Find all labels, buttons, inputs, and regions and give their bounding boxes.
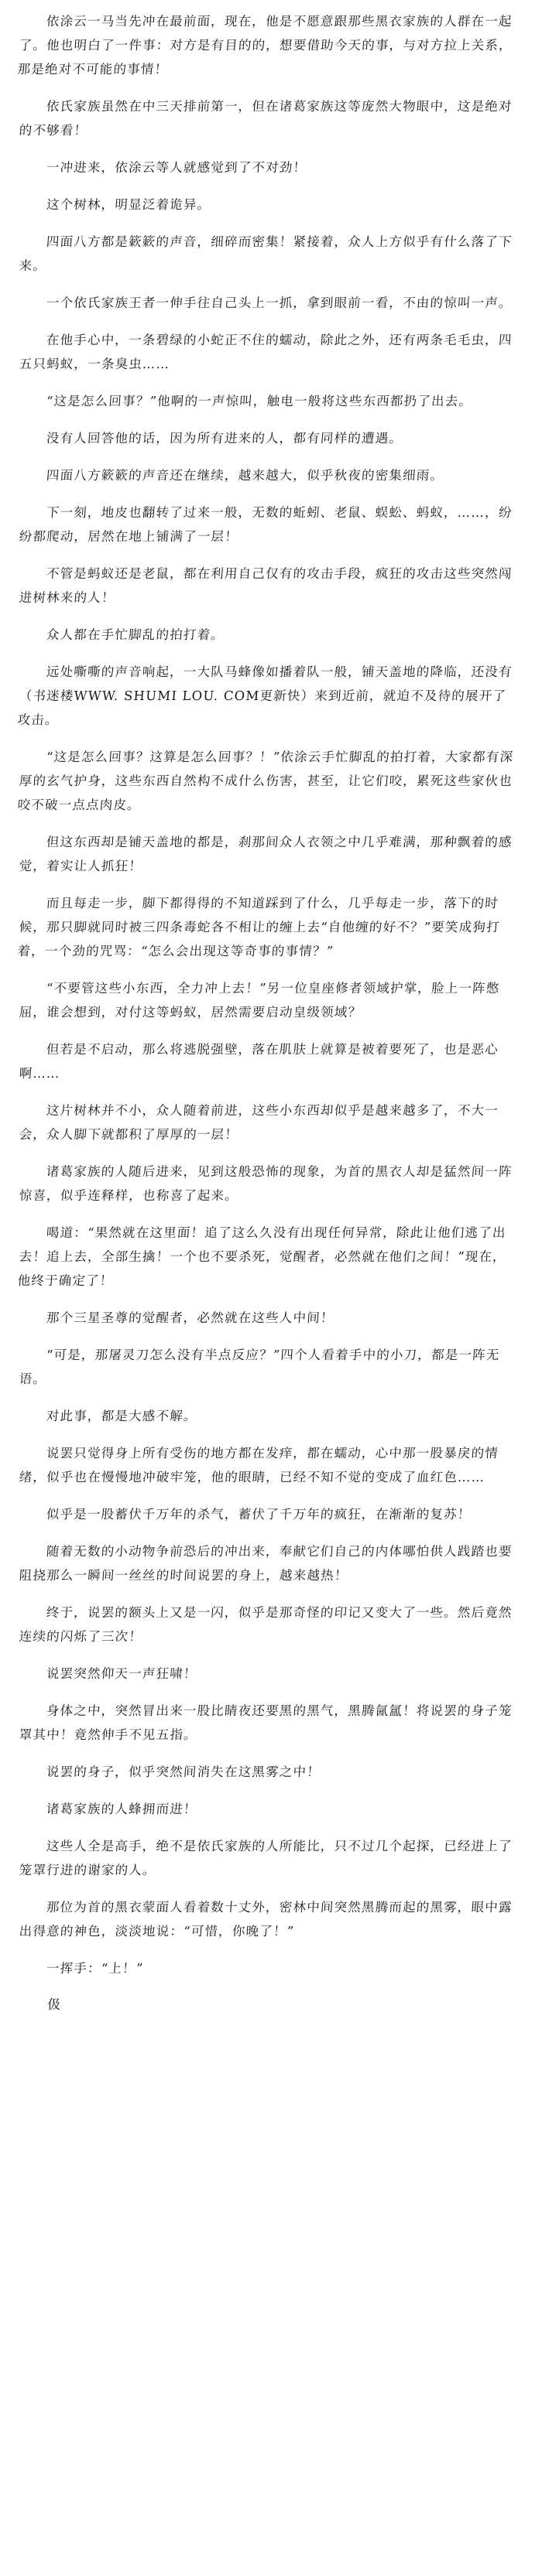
paragraph: 一冲进来，依涂云等人就感觉到了不对劲！ xyxy=(46,160,307,175)
paragraph: 而且每走一步，脚下都得得的不知道踩到了什么，几乎每走一步，落下的时候，那只脚就同时被三四条毒蛇各不相让的缠上去“自他缠的好不？”要笑成狗打着，一个劲的咒骂：“怎么会出现这等奇事的事情？” xyxy=(16,896,501,958)
paragraph: 四面八方都是簌簌的声音，细碎而密集！紧接着，众人上方似乎有什么落了下来。 xyxy=(19,234,513,273)
paragraph: 这些人全是高手，绝不是依氏家族的人所能比，只不过几个起探，已经进上了笼罩行进的谢家的人。 xyxy=(19,1839,513,1877)
paragraph: 说罢的身子，似乎突然间消失在这黑雾之中！ xyxy=(46,1765,321,1779)
paragraph: 说罢突然仰天一声狂啸！ xyxy=(46,1666,198,1681)
paragraph: 一挥手：“上！” xyxy=(46,1961,145,1976)
paragraph: 喝道：“果然就在这里面！追了这么久没有出现任何异常，除此让他们逃了出去！追上去，全部生擒！一个也不要杀死，觉醒者，必然就在他们之间！”现在，他终于确定了！ xyxy=(16,1225,507,1288)
paragraph: 随着无数的小动物争前恐后的冲出来，奉献它们自己的内体哪怕供人践踏也要阻挠那么一瞬间一丝丝的时间说罢的身上，越来越热！ xyxy=(19,1544,513,1583)
paragraph: 说罢只觉得身上所有受伤的地方都在发痒，都在蠕动，心中那一股暴戾的情绪，似乎也在慢慢地冲破牢笼，他的眼睛，已经不知不觉的变成了血红色…… xyxy=(19,1446,499,1484)
paragraph: 不管是蚂蚁还是老鼠，都在利用自己仅有的攻击手段，疯狂的攻击这些突然闯进树林来的人！ xyxy=(19,566,513,605)
paragraph: “不要管这些小东西，全力冲上去！”另一位皇座修者领域护掌，脸上一阵憋屈，谁会想到，对付这等蚂蚁，居然需要启动皇级领域？ xyxy=(19,981,501,1020)
paragraph: “这是怎么回事？这算是怎么回事？！”依涂云手忙脚乱的拍打着，大家都有深厚的玄气护身，这些东西自然构不成什么伤害，甚至，让它们咬，累死这些家伙也咬不破一点点肉皮。 xyxy=(16,750,514,812)
trailing-character: 伋 xyxy=(46,1997,62,2013)
paragraph: 那位为首的黑衣蒙面人看着数十丈外，密林中间突然黑腾而起的黑雾，眼中露出得意的神色，淡淡地说：“可惜，你晚了！” xyxy=(19,1900,513,1939)
paragraph: 身体之中，突然冒出来一股比睛夜还要黑的黑气，黑腾氤氲！将说罢的身子笼罩其中！竟然伸手不见五指。 xyxy=(19,1703,513,1742)
paragraph: 似乎是一股蓄伏千万年的杀气，蓄伏了千万年的疯狂，在渐渐的复苏！ xyxy=(46,1507,472,1522)
paragraph: 下一刻，地皮也翻转了过来一般，无数的蚯蚓、老鼠、蜈蚣、蚂蚁，……，纷纷都爬动，居然在地上铺满了一层！ xyxy=(19,505,513,544)
paragraph: 诸葛家族的人随后进来，见到这般恐怖的现象，为首的黑衣人却是猛然间一阵惊喜，似乎连释样，也称喜了起来。 xyxy=(19,1164,513,1203)
paragraph: 依氏家族虽然在中三天排前第一，但在诸葛家族这等庞然大物眼中，这是绝对的不够看！ xyxy=(19,99,513,138)
paragraph: 对此事，都是大感不解。 xyxy=(46,1409,198,1423)
paragraph: 那个三星圣尊的觉醒者，必然就在这些人中间！ xyxy=(46,1310,335,1325)
paragraph: 没有人回答他的话，因为所有进来的人，都有同样的遭遇。 xyxy=(46,431,403,446)
paragraph: 这个树林，明显泛着诡异。 xyxy=(46,197,211,212)
paragraph: 在他手心中，一条碧绿的小蛇正不住的蠕动，除此之外，还有两条毛毛虫，四五只蚂蚁，一条臭虫…… xyxy=(19,333,513,371)
paragraph: 终于，说罢的额头上又是一闪，似乎是那奇怪的印记又变大了一些。然后竟然连续的闪烁了三次！ xyxy=(19,1605,513,1644)
paragraph: “可是，那屠灵刀怎么没有半点反应？”四个人看着手中的小刀，都是一阵无语。 xyxy=(19,1348,501,1386)
paragraph: 一个依氏家族王者一伸手往自己头上一抓，拿到眼前一看，不由的惊叫一声。 xyxy=(46,296,513,310)
paragraph: 四面八方簌簌的声音还在继续，越来越大，似乎秋夜的密集细雨。 xyxy=(46,468,444,483)
paragraph: 诸葛家族的人蜂拥而进！ xyxy=(46,1802,198,1816)
paragraph: 依涂云一马当先冲在最前面，现在，他是不愿意跟那些黑衣家族的人群在一起了。他也明白了一件事：对方是有目的的，想要借助今天的事，与对方拉上关系，那是绝对不可能的事情！ xyxy=(16,14,513,77)
paragraph: 这片树林并不小，众人随着前进，这些小东西却似乎是越来越多了，不大一会，众人脚下就都积了厚厚的一层！ xyxy=(19,1103,499,1142)
paragraph: 众人都在手忙脚乱的拍打着。 xyxy=(46,627,225,642)
paragraph: 但若是不启动，那么将逃脱强壁，落在肌肤上就算是被着要死了，也是恶心啊…… xyxy=(19,1042,499,1081)
paragraph: “这是怎么回事？”他啊的一声惊叫，触电一般将这些东西都扔了出去。 xyxy=(46,394,473,408)
paragraph: 但这东西却是铺天盖地的都是，刹那间众人衣领之中几乎难满，那种飘着的感觉，着实让人抓狂！ xyxy=(19,835,513,873)
paragraph: 远处嘶嘶的声音响起，一大队马蜂像如播着队一般，铺天盖地的降临，还没有（书迷楼WWW. SHUMI LOU. COM更新快）来到近前，就迫不及待的展开了攻击。 xyxy=(16,664,513,727)
